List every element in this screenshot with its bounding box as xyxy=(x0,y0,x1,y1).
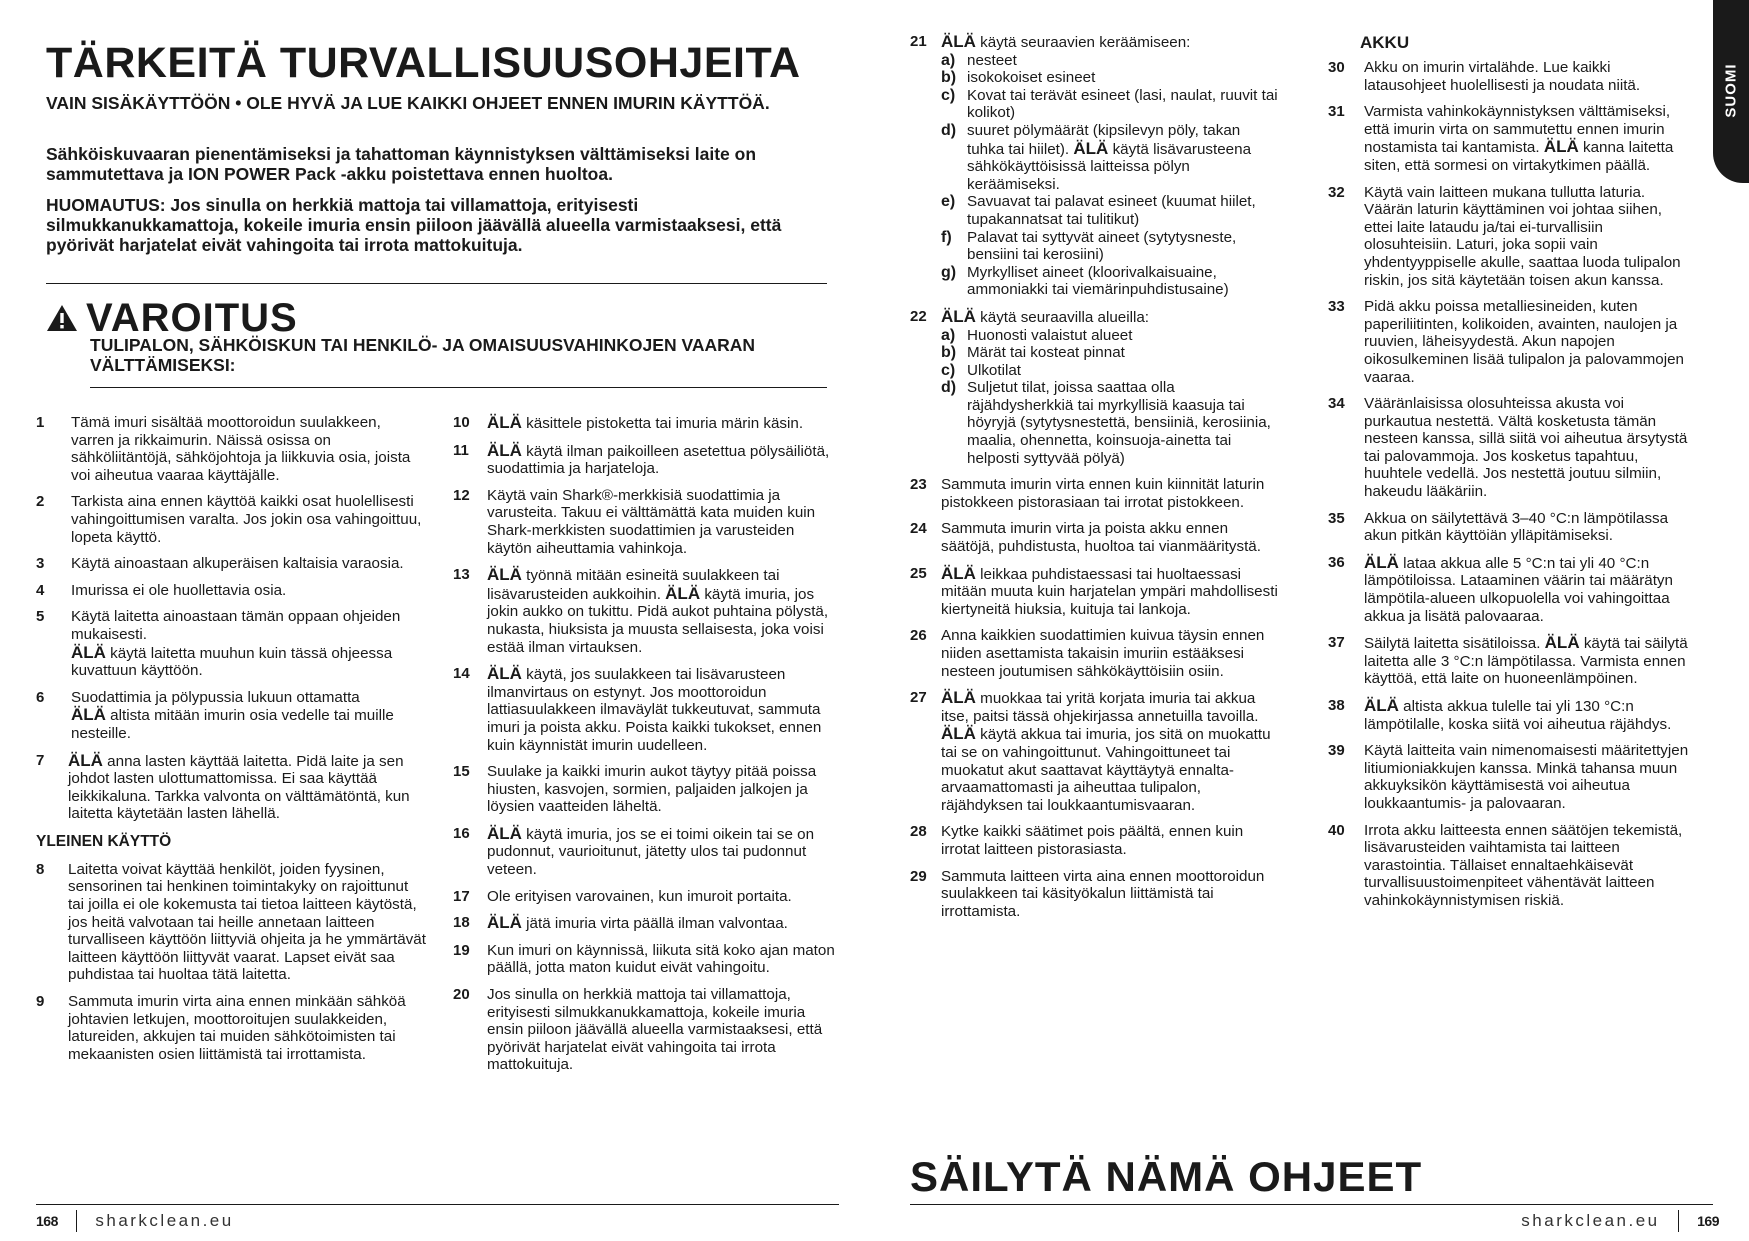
list-item: 20 Jos sinulla on herkkiä mattoja tai villamattoja, erityisesti silmukkanukkamattoja, kokeile imuria ensin piiloon jäävällä alueella varmistaaksesi, että pyörivät harjatelat eivät vahingoita tai irrota mattokuituja. xyxy=(453,986,823,1074)
intro-note: HUOMAUTUS: Jos sinulla on herkkiä mattoja tai villamattoja, erityisesti silmukkanukkamattoja, kokeile imuria ensin piiloon jäävällä alueella varmistaaksesi, että pyörivät harjatelat eivät vahingoita tai irrota mattokuituja. xyxy=(46,195,782,255)
divider xyxy=(46,283,827,284)
page-number: 169 xyxy=(1697,1213,1719,1229)
list-item: 5 Käytä laitetta ainoastaan tämän oppaan ohjeiden mukaisesti. ÄLÄ käytä laitetta muuhun kuin tässä ohjeessa kuvattuun käyttöön. xyxy=(36,608,401,680)
footer xyxy=(1521,1210,1719,1232)
warning-heading xyxy=(46,298,298,338)
list-item: 27 ÄLÄ muokkaa tai yritä korjata imuria tai akkua itse, paitsi tässä ohjekirjassa annetuilla tavoilla. ÄLÄ käytä akkua tai imuria, jos sitä on muokattu tai se on vahingoittunut. Vahingoittuneet tai muokatut akut saattavat käyttäytyä ennalta-arvaamattomasti ja aiheuttaa tulipalon, räjähdyksen tai loukkaantumisvaaran. xyxy=(910,688,1271,814)
right-column-2 xyxy=(1328,33,1690,919)
list-item: 38 ÄLÄ altista akkua tulelle tai yli 130 °C:n lämpötilalle, koska siitä voi aiheutua räjähdys. xyxy=(1328,696,1672,733)
left-page xyxy=(0,0,874,1241)
list-item: 40 Irrota akku laitteesta ennen säätöjen tekemistä, lisävarusteiden vaihtamista tai laitteen varastointia. Tällaiset ennaltaehkäisevät turvallisuustoimenpiteet vähentävät laitteen vahinkokäynnistymisen riskiä. xyxy=(1328,821,1683,909)
divider xyxy=(90,387,827,388)
left-column-1 xyxy=(36,414,426,1072)
list-item: 8 Laitetta voivat käyttää henkilöt, joiden fyysinen, sensorinen tai henkinen toimintakyky on rajoittunut tai joilla ei ole kokemusta tai tietoa laitteen käytöstä, jos heitä valvotaan tai heille annetaan laitteen turvalliseen käyttöön liittyviä ohjeita ja he ymmärtävät laitteen käyttöön liittyvät vaarat. Lapset eivät saa puhdistaa tai huoltaa tätä laitetta. xyxy=(36,860,426,984)
intro-electric-shock: Sähköiskuvaaran pienentämiseksi ja tahattoman käynnistyksen välttämiseksi laite on sammutettava ja ION POWER Pack -akku poistettava ennen huoltoa. xyxy=(46,144,757,184)
warning-title: VAROITUS xyxy=(86,296,298,340)
list-item: 30 Akku on imurin virtalähde. Lue kaikki latausohjeet huolellisesti ja noudata niitä. xyxy=(1328,59,1641,94)
list-item: 39 Käytä laitteita vain nimenomaisesti määritettyjen litiumioniakkujen kanssa. Minkä tahansa muun akkuyksikön käyttämisestä voi aiheutua loukkaantumis- ja palovaaran. xyxy=(1328,742,1689,812)
list-item: 29 Sammuta laitteen virta aina ennen moottoroidun suulakkeen tai käsityökalun liittämistä tai irrottamista. xyxy=(910,867,1265,920)
list-item: 2 Tarkista aina ennen käyttöä kaikki osat huolellisesti vahingoittumisen varalta. Jos jokin osa vahingoittuu, lopeta käyttö. xyxy=(36,493,422,546)
list-item: 14 ÄLÄ käytä, jos suulakkeen tai lisävarusteen ilmanvirtaus on estynyt. Jos moottoroidun lattiasuulakkeen ilmaväylät tukkeutuvat, sammuta imuri ja poista akku. Poista kaikki tukokset, ennen kuin käynnistät imurin uudelleen. xyxy=(453,664,822,754)
language-tab-label: SUOMI xyxy=(1722,62,1740,118)
list-item: 16 ÄLÄ käytä imuria, jos se ei toimi oikein tai se on pudonnut, vaurioitunut, jätetty ulos tai pudonnut veteen. xyxy=(453,823,815,879)
list-item: 25 ÄLÄ leikkaa puhdistaessasi tai huoltaessasi mitään muuta kuin harjatelan ympäri mahdollisesti kiertyneitä hiuksia, kuituja tai lankoja. xyxy=(910,563,1278,618)
list-item: 6 Suodattimia ja pölypussia lukuun ottamatta ÄLÄ altista mitään imurin osia vedelle tai muille nesteille. xyxy=(36,688,394,742)
list-item: 23 Sammuta imurin virta ennen kuin kiinnität laturin pistokkeen pistorasiaan tai irrotat pistokkeen. xyxy=(910,476,1265,511)
footer-separator xyxy=(76,1210,78,1232)
list-item: 15 Suulake ja kaikki imurin aukot täytyy pitää poissa hiusten, kasvojen, sormien, paljaiden jalkojen ja löysien vaatteiden läheltä. xyxy=(453,763,817,816)
left-column-2 xyxy=(453,414,840,1083)
website-link[interactable]: sharkclean.eu xyxy=(1521,1211,1660,1230)
list-item: 33 Pidä akku poissa metalliesineiden, kuten paperiliitinten, kolikoiden, avainten, naulojen ja ruuvien, läheisyydestä. Akun napojen oikosulkeminen lisää tulipalon ja palovammojen vaaraa. xyxy=(1328,298,1684,386)
list-item: 35 Akkua on säilytettävä 3–40 °C:n lämpötilassa akun pitkän käyttöiän ylläpitämiseksi. xyxy=(1328,509,1669,545)
list-item: 19 Kun imuri on käynnissä, liikuta sitä koko ajan maton päällä, jotta maton kuidut eivät vahingoitu. xyxy=(453,941,835,977)
footer xyxy=(36,1210,234,1232)
right-page xyxy=(874,0,1749,1241)
footer-divider xyxy=(36,1204,839,1205)
list-item: 28 Kytke kaikki säätimet pois päältä, ennen kuin irrotat laitteen pistorasiasta. xyxy=(910,823,1244,858)
warning-subtitle: TULIPALON, SÄHKÖISKUN TAI HENKILÖ- JA OMAISUUSVAHINKOJEN VAARAN VÄLTTÄMISEKSI: xyxy=(90,335,756,375)
list-item: 9 Sammuta imurin virta aina ennen minkään sähköä johtavien letkujen, moottoroitujen suulakkeiden, latureiden, akkujen tai muiden sähkötoimisten tai mekaanisten osien liittämistä tai irrottamista. xyxy=(36,993,406,1063)
list-item: 10 ÄLÄ käsittele pistoketta tai imuria märin käsin. xyxy=(453,413,804,432)
list-item: 18 ÄLÄ jätä imuria virta päällä ilman valvontaa. xyxy=(453,913,788,933)
list-item: 12 Käytä vain Shark®-merkkisiä suodattimia ja varusteita. Takuu ei välttämättä kata muiden kuin Shark-merkkisten suodattimien ja varusteiden käytön aiheuttamia vahinkoja. xyxy=(453,486,816,557)
list-item: 7 ÄLÄ anna lasten käyttää laitetta. Pidä laite ja sen johdot lasten ulottumattomissa. Ei saa käyttää leikkikaluna. Tarkka valvonta on välttämätöntä, kun laitetta käytetään lasten lähellä. xyxy=(36,750,410,823)
footer-separator xyxy=(1678,1210,1680,1232)
list-item: 36 ÄLÄ lataa akkua alle 5 °C:n tai yli 40 °C:n lämpötiloissa. Lataaminen väärin tai määrätyn lämpötila-alueen ulkopuolella voi vahingoittaa akkua ja lisätä palovaaraa. xyxy=(1328,552,1673,625)
list-item: 31 Varmista vahinkokäynnistyksen välttämiseksi, että imurin virta on sammutettu ennen imurin nostamista tai kantamista. ÄLÄ kanna laitetta siten, että sormesi on virtakytkimen päällä. xyxy=(1328,103,1674,174)
list-item: 1 Tämä imuri sisältää moottoroidun suulakkeen, varren ja rikkaimurin. Näissä osissa on sähköliitäntöjä, sähköjohtoja ja liikkuvia osia, joista voi aiheutua vaaraa käyttäjälle. xyxy=(36,414,411,484)
page-number: 168 xyxy=(36,1213,58,1229)
section-heading-general-use: YLEINEN KÄYTTÖ xyxy=(36,832,172,850)
list-item: 26 Anna kaikkien suodattimien kuivua täysin ennen niiden asettamista takaisin imuriin estääksesi nesteen joutumisen sähkökäyttöisiin osiin. xyxy=(910,627,1265,680)
list-item: 17 Ole erityisen varovainen, kun imuroit portaita. xyxy=(453,887,792,905)
list-item: 21 ÄLÄ käytä seuraavien keräämiseen: a) nesteet b) isokokoiset esineet c) Kovat tai terävät esineet (lasi, naulat, ruuvit tai kolikot) d) suuret pölymäärät (kipsilevyn pöly, takan tuhka tai hiilet). ÄLÄ käytä lisävarusteena sähkökäyttöisissä laitteissa pölyn keräämiseksi. e) Savuavat tai palavat esineet (kuumat hiilet, tupakannatsat tai tulitikut) f) Palavat tai syttyvät aineet (sytytysneste, bensiini tai kerosiini) g) Myrkylliset aineet (kloorivalkaisuaine, ammoniakki tai viemärinpuhdistusaine) xyxy=(910,32,1278,299)
save-instructions-title: SÄILYTÄ NÄMÄ OHJEET xyxy=(910,1153,1423,1200)
list-item: 3 Käytä ainoastaan alkuperäisen kaltaisia varaosia. xyxy=(36,555,404,573)
page-title: TÄRKEITÄ TURVALLISUUSOHJEITA xyxy=(46,39,801,87)
website-link[interactable]: sharkclean.eu xyxy=(95,1211,234,1230)
list-item: 37 Säilytä laitetta sisätiloissa. ÄLÄ käytä tai säilytä laitetta alle 3 °C:n lämpötilassa. Varmista ennen käyttöä, että laite on huoneenlämpöinen. xyxy=(1328,633,1688,688)
list-item: 11 ÄLÄ käytä ilman paikoilleen asetettua pölysäiliötä, suodattimia ja harjateloja. xyxy=(453,440,830,478)
list-item: 13 ÄLÄ työnnä mitään esineitä suulakkeen tai lisävarusteiden aukkoihin. ÄLÄ käytä imuria, jos jokin aukko on tukittu. Pidä aukot puhtaina pölystä, nukasta, hiuksista ja muusta sellaisesta, joka voisi estää ilman virtauksen. xyxy=(453,565,829,656)
list-item: 22 ÄLÄ käytä seuraavilla alueilla: a) Huonosti valaistut alueet b) Märät tai kosteat pinnat c) Ulkotilat d) Suljetut tilat, joissa saattaa olla räjähdysherkkiä tai myrkyllisiä kaasuja tai höyryjä (sytytysnestettä, bensiiniä, kerosiinia, maalia, ohennetta, koinsuoja-ainetta tai helposti syttyvää pölyä) xyxy=(910,306,1271,467)
right-column-1 xyxy=(910,33,1280,929)
section-heading-battery: AKKU xyxy=(1360,33,1410,52)
list-item: 32 Käytä vain laitteen mukana tullutta laturia. Väärän laturin käyttäminen voi johtaa siihen, ettei laite lataudu ja/tai ei-turvallisiin olosuhteisiin. Laturi, joka sopii vain yhdentyyppiselle akulle, saattaa luoda tulipalon riskin, jos sitä käytetään toisen akun kanssa. xyxy=(1328,183,1681,289)
list-item: 4 Imurissa ei ole huollettavia osia. xyxy=(36,581,287,599)
footer-divider xyxy=(910,1204,1713,1205)
list-item: 24 Sammuta imurin virta ja poista akku ennen säätöjä, puhdistusta, huoltoa tai vianmääritystä. xyxy=(910,520,1261,556)
warning-triangle-icon xyxy=(46,304,78,332)
intro-indoor-use: VAIN SISÄKÄYTTÖÖN • OLE HYVÄ JA LUE KAIKKI OHJEET ENNEN IMURIN KÄYTTÖÄ. xyxy=(46,93,770,113)
list-item: 34 Vääränlaisissa olosuhteissa akusta voi purkautua nestettä. Vältä kosketusta tämän nesteen kanssa, sillä siitä voi aiheutua ärsytystä tai palovammoja. Jos kosketus tapahtuu, huuhtele vedellä. Jos nestettä joutuu silmiin, hakeudu lääkäriin. xyxy=(1328,395,1688,501)
